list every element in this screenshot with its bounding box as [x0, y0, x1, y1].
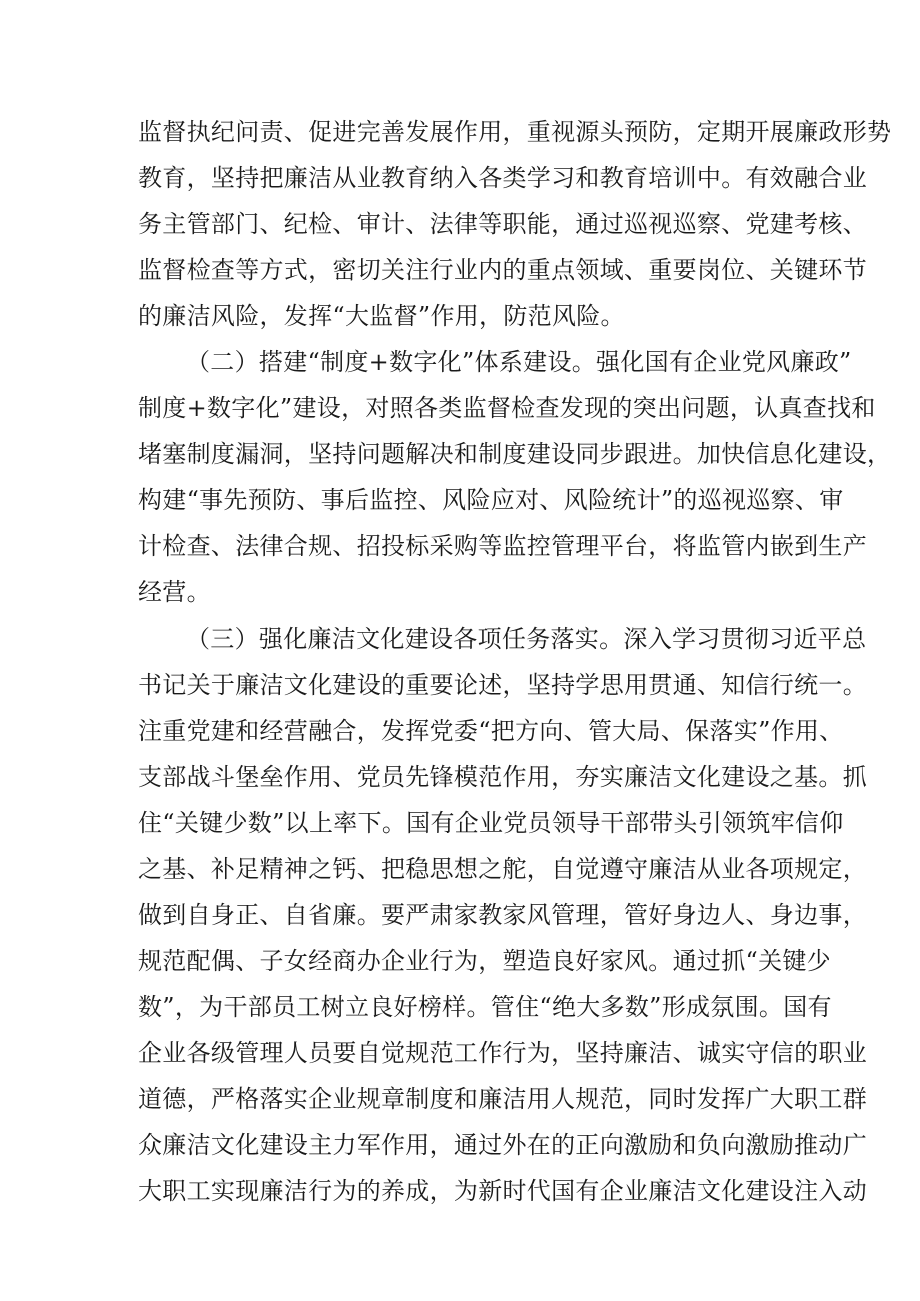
text-line: 支部战斗堡垒作用、党员先锋模范作用，夯实廉洁文化建设之基。抓 [138, 763, 867, 791]
text-line: 务主管部门、纪检、审计、法律等职能，通过巡视巡察、党建考核、 [138, 210, 867, 238]
text-line: 众廉洁文化建设主力军作用，通过外在的正向激励和负向激励推动广 [138, 1131, 867, 1159]
text-line: 的廉洁风险，发挥“大监督”作用，防范风险。 [138, 302, 625, 330]
text-line: 规范配偶、子女经商办企业行为，塑造良好家风。通过抓“关键少 [138, 947, 831, 975]
text-line: 制度+数字化”建设，对照各类监督检查发现的突出问题，认真查找和 [138, 394, 876, 422]
text-line: 做到自身正、自省廉。要严肃家教家风管理，管好身边人、身边事， [138, 901, 867, 929]
section-heading-line: （三）强化廉洁文化建设各项任务落实。深入学习贯彻习近平总 [186, 625, 867, 653]
text-line: 监督检查等方式，密切关注行业内的重点领域、重要岗位、关键环节 [138, 256, 867, 284]
text-line: 大职工实现廉洁行为的养成，为新时代国有企业廉洁文化建设注入动 [138, 1177, 867, 1205]
text-line: 之基、补足精神之钙、把稳思想之舵，自觉遵守廉洁从业各项规定， [138, 855, 867, 883]
text-line: 企业各级管理人员要自觉规范工作行为，坚持廉洁、诚实守信的职业 [138, 1039, 867, 1067]
text-line: 住“关键少数”以上率下。国有企业党员领导干部带头引领筑牢信仰 [138, 809, 844, 837]
text-line: 堵塞制度漏洞，坚持问题解决和制度建设同步跟进。加快信息化建设， [138, 440, 892, 468]
section-heading-line: （二）搭建“制度+数字化”体系建设。强化国有企业党风廉政” [186, 348, 852, 376]
text-line: 构建“事先预防、事后监控、风险应对、风险统计”的巡视巡察、审 [138, 486, 844, 514]
text-line: 计检查、法律合规、招投标采购等监控管理平台，将监管内嵌到生产 [138, 532, 867, 560]
text-line: 教育，坚持把廉洁从业教育纳入各类学习和教育培训中。有效融合业 [138, 164, 867, 192]
text-line: 监督执纪问责、促进完善发展作用，重视源头预防，定期开展廉政形势 [138, 118, 892, 146]
text-line: 数”，为干部员工树立良好榜样。管住“绝大多数”形成氛围。国有 [138, 993, 832, 1021]
text-line: 书记关于廉洁文化建设的重要论述，坚持学思用贯通、知信行统一。 [138, 671, 867, 699]
text-line: 注重党建和经营融合，发挥党委“把方向、管大局、保落实”作用、 [138, 717, 844, 745]
text-line: 道德，严格落实企业规章制度和廉洁用人规范，同时发挥广大职工群 [138, 1085, 867, 1113]
text-line: 经营。 [138, 578, 211, 606]
